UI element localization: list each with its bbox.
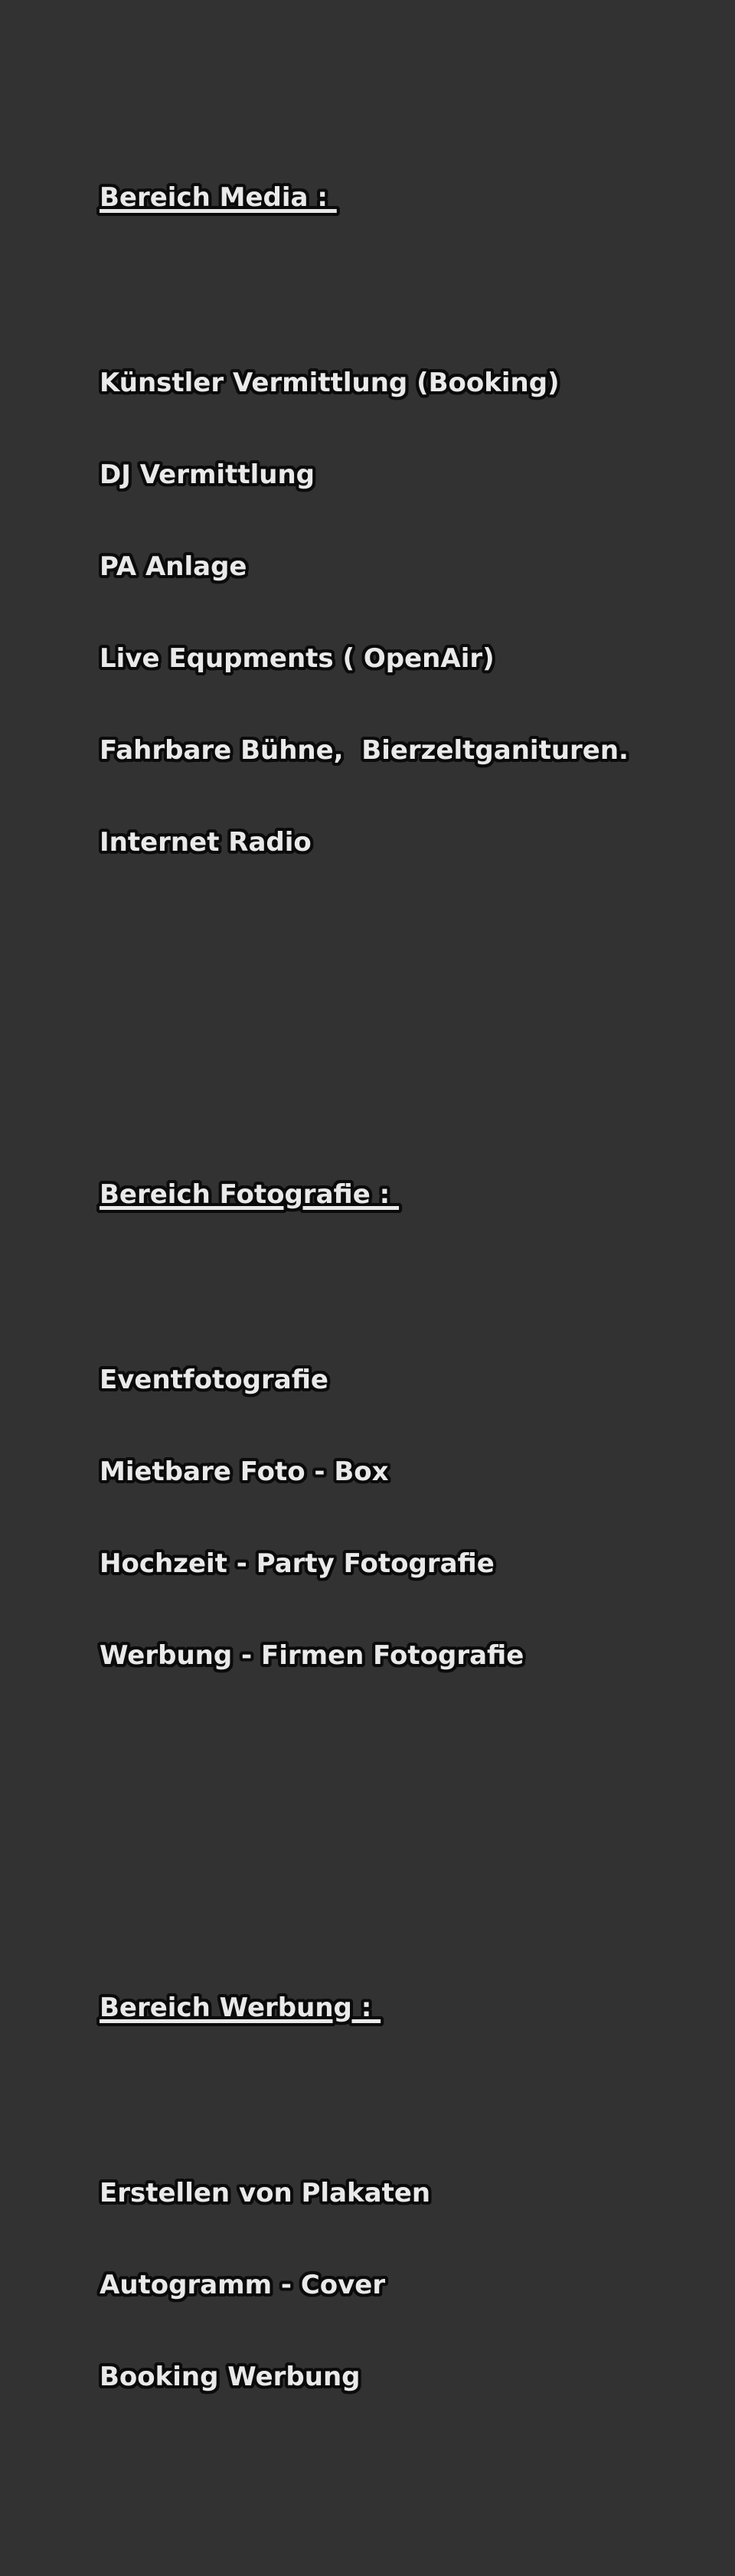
section-werbung-heading: [100, 1992, 712, 2023]
section-werbung-items: [100, 2117, 712, 2453]
service-item: Mietbare Foto - Box: [100, 1456, 389, 1487]
service-item: Hochzeit - Party Fotografie: [100, 1548, 495, 1579]
section-werbung-heading-text: Bereich Werbung :: [100, 1992, 381, 2023]
service-item: Künstler Vermittlung (Booking): [100, 368, 560, 398]
service-item: DJ Vermittlung: [100, 459, 315, 490]
service-item: Eventfotografie: [100, 1365, 328, 1395]
section-media: [100, 121, 712, 980]
service-item: Erstellen von Plakaten: [100, 2178, 431, 2208]
service-item: Live Equpments ( OpenAir): [100, 643, 495, 674]
section-fotografie-heading: [100, 1179, 712, 1210]
section-fotografie: [100, 1118, 712, 1793]
service-item: PA Anlage: [100, 551, 247, 582]
section-media-items: [100, 306, 712, 919]
section-media-heading: [100, 182, 712, 213]
service-item: Internet Radio: [100, 827, 312, 858]
section-fotografie-items: [100, 1303, 712, 1732]
section-fotografie-heading-text: Bereich Fotografie :: [100, 1179, 400, 1210]
service-item: Autogramm - Cover: [100, 2270, 386, 2300]
section-media-heading-text: Bereich Media :: [100, 182, 337, 213]
section-werbung: [100, 1931, 712, 2515]
service-item: Booking Werbung: [100, 2362, 361, 2392]
service-item: Fahrbare Bühne, Bierzeltganituren.: [100, 735, 629, 766]
service-item: Werbung - Firmen Fotografie: [100, 1640, 524, 1671]
